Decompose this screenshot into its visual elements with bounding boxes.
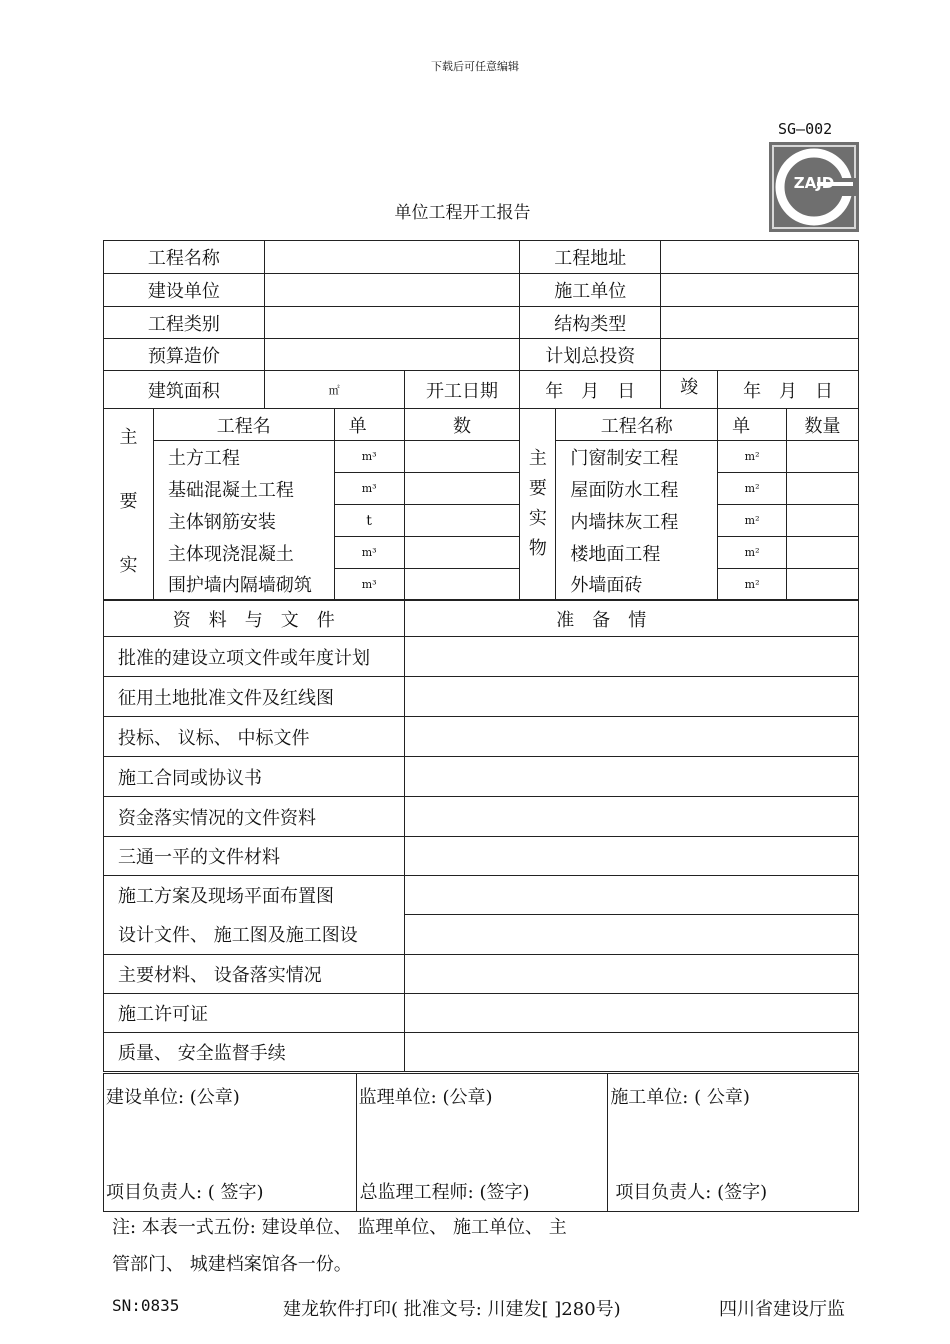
note-line-1: 注: 本表一式五份: 建设单位、 监理单位、 施工单位、 主	[112, 1217, 567, 1238]
left-item-qty[interactable]	[404, 537, 520, 569]
value-contractor[interactable]	[661, 274, 859, 307]
document-status[interactable]	[404, 994, 858, 1033]
value-project-type[interactable]	[264, 307, 520, 339]
label-start-date: 开工日期	[404, 371, 520, 409]
label-building-area: 建筑面积	[104, 371, 265, 409]
right-item-name: 门窗制安工程	[556, 441, 718, 473]
left-item-unit: m³	[334, 569, 404, 600]
document-item: 施工方案及现场平面布置图	[104, 876, 405, 915]
label-project-type: 工程类别	[104, 307, 265, 339]
header-right-unit: 单	[718, 409, 787, 441]
document-item: 质量、 安全监督手续	[104, 1033, 405, 1072]
note-line-2: 管部门、 城建档案馆各一份。	[112, 1254, 352, 1275]
value-builder[interactable]	[264, 274, 520, 307]
right-item-name: 屋面防水工程	[556, 473, 718, 505]
page-title: 单位工程开工报告	[394, 203, 531, 223]
right-item-unit: m²	[718, 537, 787, 569]
document-status[interactable]	[404, 1033, 858, 1072]
header-note: 下载后可任意编辑	[431, 60, 519, 73]
right-item-qty[interactable]	[787, 569, 859, 600]
right-item-unit: m²	[718, 441, 787, 473]
label-project-name: 工程名称	[104, 241, 265, 274]
header-left-unit: 单	[334, 409, 404, 441]
left-side-label: 主 要 实	[104, 409, 154, 600]
label-finish: 竣	[661, 371, 718, 409]
value-budget[interactable]	[264, 339, 520, 371]
info-table	[103, 240, 859, 409]
document-status[interactable]	[404, 797, 858, 837]
document-status[interactable]	[404, 637, 858, 677]
header-right-qty: 数量	[787, 409, 859, 441]
builder-signature-cell[interactable]	[104, 1074, 357, 1212]
preparation-header: 准 备 情	[404, 601, 858, 637]
value-planned-investment[interactable]	[661, 339, 859, 371]
label-builder: 建设单位	[104, 274, 265, 307]
document-status[interactable]	[404, 757, 858, 797]
document-item: 三通一平的文件材料	[104, 837, 405, 876]
document-status[interactable]	[404, 837, 858, 876]
right-item-name: 外墙面砖	[556, 569, 718, 600]
signatures-table	[103, 1073, 859, 1212]
document-status[interactable]	[404, 915, 858, 955]
label-project-address: 工程地址	[520, 241, 661, 274]
value-project-name[interactable]	[264, 241, 520, 274]
supervisor-sign-label: 总监理工程师: (签字)	[359, 1182, 530, 1203]
quantities-table	[103, 408, 859, 600]
building-area-unit: ㎡	[264, 371, 404, 409]
left-item-unit: m³	[334, 537, 404, 569]
left-item-name: 土方工程	[153, 441, 334, 473]
left-item-name: 围护墙内隔墙砌筑	[153, 569, 334, 600]
document-status[interactable]	[404, 717, 858, 757]
document-status[interactable]	[404, 876, 858, 915]
left-item-unit: m³	[334, 441, 404, 473]
left-item-name: 主体现浇混凝土	[153, 537, 334, 569]
document-item: 批准的建设立项文件或年度计划	[104, 637, 405, 677]
header-left-name: 工程名	[153, 409, 334, 441]
contractor-sign-label: 项目负责人: (签字)	[615, 1182, 768, 1203]
document-item: 设计文件、 施工图及施工图设	[104, 915, 405, 955]
value-finish-date[interactable]: 年 月 日	[718, 371, 859, 409]
document-item: 主要材料、 设备落实情况	[104, 955, 405, 994]
label-structure-type: 结构类型	[520, 307, 661, 339]
left-item-qty[interactable]	[404, 441, 520, 473]
left-item-unit: m³	[334, 473, 404, 505]
right-side-label: 主 要 实 物	[520, 409, 556, 600]
left-item-name: 主体钢筋安装	[153, 505, 334, 537]
form-code: SG—002	[778, 120, 833, 138]
header-right-name: 工程名称	[556, 409, 718, 441]
left-item-qty[interactable]	[404, 473, 520, 505]
authority-note: 四川省建设厅监	[719, 1299, 845, 1320]
document-status[interactable]	[404, 955, 858, 994]
logo-text: ZAJD	[793, 174, 835, 192]
right-item-unit: m²	[718, 473, 787, 505]
document-item: 资金落实情况的文件资料	[104, 797, 405, 837]
right-item-qty[interactable]	[787, 537, 859, 569]
value-start-date[interactable]: 年 月 日	[520, 371, 661, 409]
label-budget: 预算造价	[104, 339, 265, 371]
contractor-signature-cell[interactable]	[608, 1074, 859, 1212]
documents-header: 资 料 与 文 件	[104, 601, 405, 637]
value-project-address[interactable]	[661, 241, 859, 274]
right-item-unit: m²	[718, 569, 787, 600]
left-item-qty[interactable]	[404, 505, 520, 537]
documents-table	[103, 600, 859, 1072]
document-item: 征用土地批准文件及红线图	[104, 677, 405, 717]
header-left-qty: 数	[404, 409, 520, 441]
label-planned-investment: 计划总投资	[520, 339, 661, 371]
left-item-qty[interactable]	[404, 569, 520, 600]
value-structure-type[interactable]	[661, 307, 859, 339]
document-item: 投标、 议标、 中标文件	[104, 717, 405, 757]
serial-number: SN:0835	[112, 1296, 180, 1315]
right-item-name: 内墙抹灰工程	[556, 505, 718, 537]
left-item-name: 基础混凝土工程	[153, 473, 334, 505]
right-item-name: 楼地面工程	[556, 537, 718, 569]
document-item: 施工许可证	[104, 994, 405, 1033]
supervisor-signature-cell[interactable]	[356, 1074, 608, 1212]
right-item-qty[interactable]	[787, 473, 859, 505]
label-contractor: 施工单位	[520, 274, 661, 307]
left-item-unit: t	[334, 505, 404, 537]
contractor-seal-label: 施工单位: ( 公章)	[610, 1087, 750, 1108]
builder-seal-label: 建设单位: (公章)	[106, 1087, 240, 1108]
right-item-qty[interactable]	[787, 441, 859, 473]
supervisor-seal-label: 监理单位: (公章)	[358, 1087, 493, 1108]
document-status[interactable]	[404, 677, 858, 717]
document-item: 施工合同或协议书	[104, 757, 405, 797]
right-item-qty[interactable]	[787, 505, 859, 537]
software-print-note: 建龙软件打印( 批准文号: 川建发[ ]280号)	[283, 1299, 621, 1320]
right-item-unit: m²	[718, 505, 787, 537]
builder-sign-label: 项目负责人: ( 签字)	[106, 1182, 264, 1203]
